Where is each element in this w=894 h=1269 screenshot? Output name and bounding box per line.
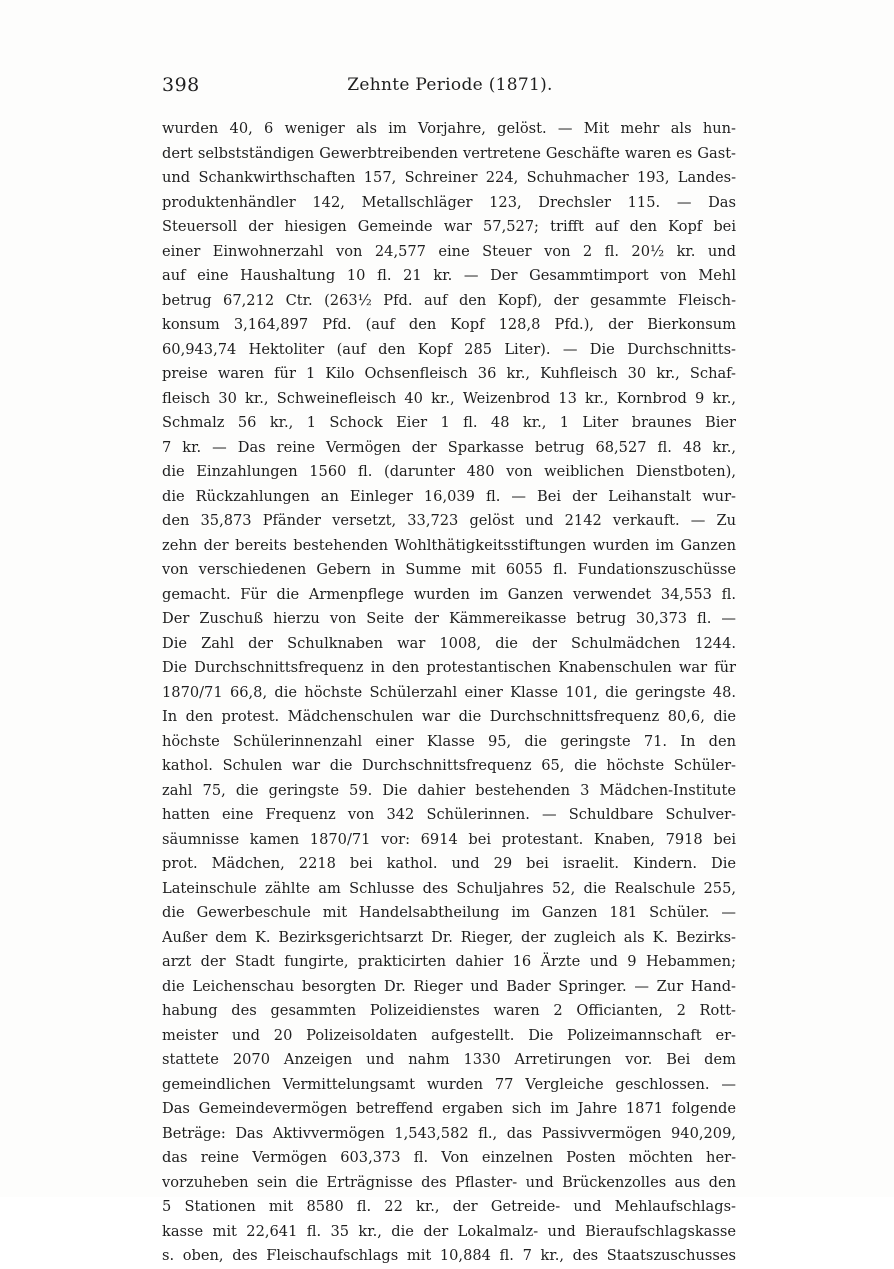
text-line: einer Einwohnerzahl von 24,577 eine Steuer von 2 fl. 20½ kr. und	[162, 242, 736, 260]
text-line: hatten eine Frequenz von 342 Schülerinnen. — Schuldbare Schulver-	[162, 806, 736, 823]
text-line: dert selbstständigen Gewerbtreibenden vertretene Geschäfte waren es Gast-	[162, 144, 736, 162]
text-line: das reine Vermögen 603,373 fl. Von einzelnen Posten möchten her-	[162, 1149, 736, 1166]
text-line: stattete 2070 Anzeigen und nahm 1330 Arretirungen vor. Bei dem	[162, 1051, 736, 1068]
text-line: vorzuheben sein die Erträgnisse des Pflaster- und Brückenzolles aus den	[162, 1173, 736, 1191]
text-line: Der Zuschuß hierzu von Seite der Kämmereikasse betrug 30,373 fl. —	[162, 610, 736, 627]
text-line: In den protest. Mädchenschulen war die Durchschnittsfrequenz 80,6, die	[162, 708, 736, 725]
text-line: betrug 67,212 Ctr. (263½ Pfd. auf den Kopf), der gesammte Fleisch-	[162, 291, 736, 309]
text-line: Lateinschule zählte am Schlusse des Schuljahres 52, die Realschule 255,	[162, 879, 736, 897]
text-line: Das Gemeindevermögen betreffend ergaben sich im Jahre 1871 folgende	[162, 1100, 736, 1117]
running-title: Zehnte Periode (1871).	[347, 75, 553, 95]
text-line: fleisch 30 kr., Schweinefleisch 40 kr., Weizenbrod 13 kr., Kornbrod 9 kr.,	[162, 389, 736, 407]
text-line: und Schankwirthschaften 157, Schreiner 224, Schuhmacher 193, Landes-	[162, 169, 736, 186]
text-line: produktenhändler 142, Metallschläger 123, Drechsler 115. — Das	[162, 193, 736, 211]
text-line: auf eine Haushaltung 10 fl. 21 kr. — Der Gesammtimport von Mehl	[162, 267, 736, 284]
text-line: die Einzahlungen 1560 fl. (darunter 480 von weiblichen Dienstboten),	[162, 463, 736, 480]
page-number: 398	[162, 74, 200, 96]
text-line: preise waren für 1 Kilo Ochsenfleisch 36 kr., Kuhfleisch 30 kr., Schaf-	[162, 365, 736, 382]
text-line: die Leichenschau besorgten Dr. Rieger und Bader Springer. — Zur Hand-	[162, 977, 736, 995]
text-line: Beträge: Das Aktivvermögen 1,543,582 fl., das Passivvermögen 940,209,	[162, 1124, 736, 1142]
text-line: säumnisse kamen 1870/71 vor: 6914 bei protestant. Knaben, 7918 bei	[162, 830, 736, 848]
text-line: Die Zahl der Schulknaben war 1008, die der Schulmädchen 1244.	[162, 634, 736, 652]
text-line: von verschiedenen Gebern in Summe mit 6055 fl. Fundationszuschüsse	[162, 561, 736, 578]
text-line: prot. Mädchen, 2218 bei kathol. und 29 bei israelit. Kindern. Die	[162, 855, 736, 872]
text-line: gemeindlichen Vermittelungsamt wurden 77 Vergleiche geschlossen. —	[162, 1075, 736, 1093]
text-line: höchste Schülerinnenzahl einer Klasse 95, die geringste 71. In den	[162, 732, 736, 750]
text-line: Die Durchschnittsfrequenz in den protestantischen Knabenschulen war für	[162, 659, 736, 676]
text-line: s. oben, des Fleischaufschlags mit 10,884 fl. 7 kr., des Staatszuschusses	[162, 1247, 736, 1264]
body-text	[162, 117, 736, 1269]
text-line: Außer dem K. Bezirksgerichtsarzt Dr. Rieger, der zugleich als K. Bezirks-	[162, 928, 736, 946]
text-line: 60,943,74 Hektoliter (auf den Kopf 285 Liter). — Die Durchschnitts-	[162, 340, 736, 358]
text-line: die Rückzahlungen an Einleger 16,039 fl. — Bei der Leihanstalt wur-	[162, 487, 736, 505]
running-head	[162, 72, 738, 102]
text-line: 7 kr. — Das reine Vermögen der Sparkasse betrug 68,527 fl. 48 kr.,	[162, 438, 736, 456]
text-line: meister und 20 Polizeisoldaten aufgestellt. Die Polizeimannschaft er-	[162, 1026, 736, 1044]
text-line: den 35,873 Pfänder versetzt, 33,723 gelöst und 2142 verkauft. — Zu	[162, 512, 736, 529]
text-line: arzt der Stadt fungirte, prakticirten dahier 16 Ärzte und 9 Hebammen;	[162, 953, 736, 970]
text-line: 1870/71 66,8, die höchste Schülerzahl einer Klasse 101, die geringste 48.	[162, 683, 736, 701]
text-line: kasse mit 22,641 fl. 35 kr., die der Lokalmalz- und Bieraufschlagskasse	[162, 1222, 736, 1240]
text-line: konsum 3,164,897 Pfd. (auf den Kopf 128,8 Pfd.), der Bierkonsum	[162, 316, 736, 333]
text-line: zehn der bereits bestehenden Wohlthätigkeitsstiftungen wurden im Ganzen	[162, 536, 736, 554]
text-line: habung des gesammten Polizeidienstes waren 2 Officianten, 2 Rott-	[162, 1002, 736, 1019]
text-line: Schmalz 56 kr., 1 Schock Eier 1 fl. 48 kr., 1 Liter braunes Bier	[162, 414, 736, 431]
text-line: Steuersoll der hiesigen Gemeinde war 57,527; trifft auf den Kopf bei	[162, 218, 736, 235]
text-line: wurden 40, 6 weniger als im Vorjahre, gelöst. — Mit mehr als hun-	[162, 120, 736, 137]
text-line: gemacht. Für die Armenpflege wurden im Ganzen verwendet 34,553 fl.	[162, 585, 736, 603]
text-line: zahl 75, die geringste 59. Die dahier bestehenden 3 Mädchen-Institute	[162, 781, 736, 799]
text-line: die Gewerbeschule mit Handelsabtheilung im Ganzen 181 Schüler. —	[162, 904, 736, 921]
text-line: kathol. Schulen war die Durchschnittsfrequenz 65, die höchste Schüler-	[162, 757, 736, 774]
text-line: 5 Stationen mit 8580 fl. 22 kr., der Getreide- und Mehlaufschlags-	[162, 1198, 736, 1215]
